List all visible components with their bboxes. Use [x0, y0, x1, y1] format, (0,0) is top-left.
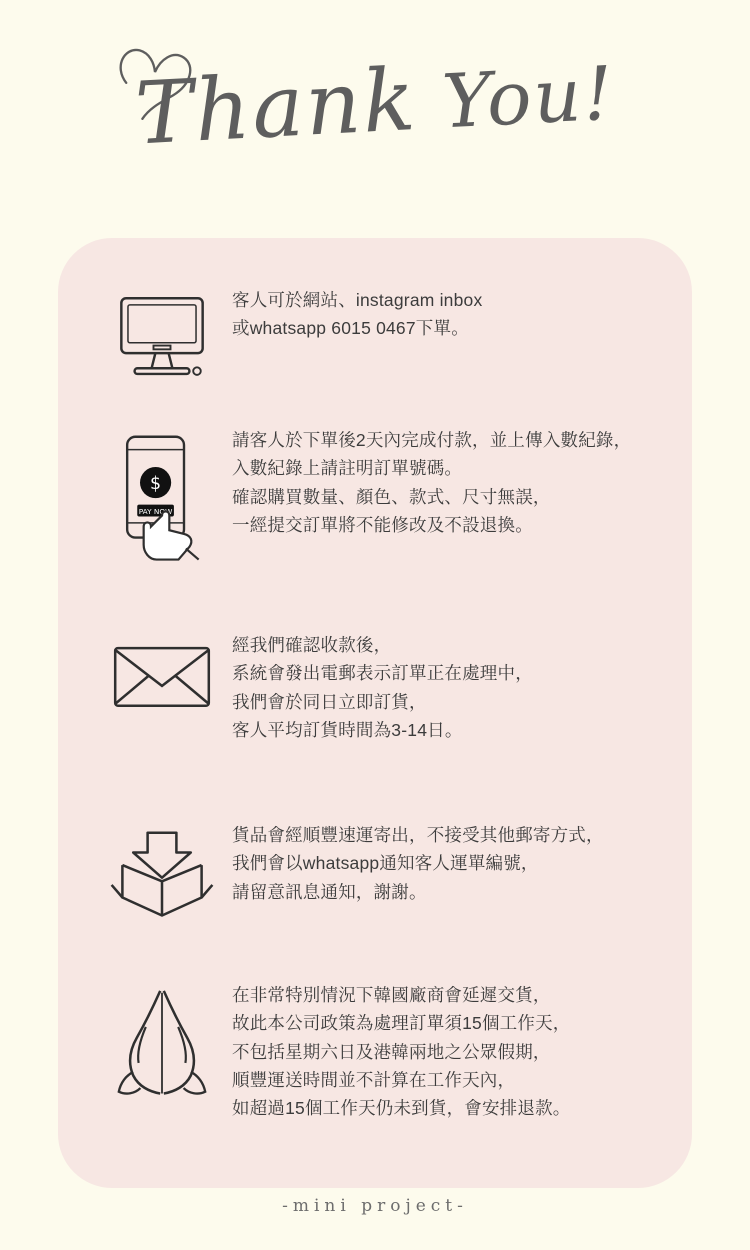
list-item	[92, 629, 658, 819]
text-line: 系統會發出電郵表示訂單正在處理中，	[232, 663, 533, 684]
info-row-list	[92, 284, 658, 1159]
list-item	[92, 424, 658, 629]
text-line: 或whatsapp 6015 0467下單。	[232, 318, 469, 339]
text-line: 經我們確認收款後，	[232, 635, 392, 655]
text-line: 確認購買數量、顏色、款式、尺寸無誤，	[232, 486, 551, 507]
text-line: 不包括星期六日及港韓兩地之公眾假期，	[232, 1041, 551, 1062]
text-line: 在非常特別情況下韓國廠商會延遲交貨，	[232, 985, 551, 1005]
text-line: 一經提交訂單將不能修改及不設退換。	[232, 515, 533, 536]
desktop-monitor-icon	[92, 284, 232, 386]
page-header	[0, 0, 750, 215]
page-title-part1: Thank	[132, 49, 420, 165]
list-item-text	[232, 284, 658, 343]
list-item	[92, 819, 658, 979]
page-title-part2: You!	[440, 50, 617, 146]
text-line: 客人平均訂貨時間為3-14日。	[232, 720, 463, 741]
text-line: 請留意訊息通知，謝謝。	[232, 881, 427, 902]
text-line: 請客人於下單後2天內完成付款，並上傳入數紀錄，	[232, 430, 632, 450]
text-line: 故此本公司政策為處理訂單須15個工作天，	[232, 1013, 571, 1034]
open-box-delivery-icon	[92, 819, 232, 925]
text-line: 客人可於網站、instagram inbox	[232, 290, 483, 310]
praying-hands-icon	[92, 979, 232, 1103]
list-item-text	[232, 629, 658, 744]
mobile-payment-icon	[92, 424, 232, 570]
text-line: 如超過15個工作天仍未到貨，會安排退款。	[232, 1098, 571, 1119]
list-item-text	[232, 424, 658, 539]
list-item-text	[232, 819, 658, 906]
info-card	[58, 238, 692, 1188]
envelope-mail-icon	[92, 629, 232, 717]
text-line: 貨品會經順豐速運寄出，不接受其他郵寄方式，	[232, 825, 604, 845]
text-line: 入數紀錄上請註明訂單號碼。	[232, 458, 463, 479]
text-line: 順豐運送時間並不計算在工作天內，	[232, 1070, 516, 1091]
text-line: 我們會於同日立即訂貨，	[232, 691, 427, 712]
text-line: 我們會以whatsapp通知客人運單編號，	[232, 853, 539, 874]
list-item	[92, 979, 658, 1159]
svg-text:PAY NOW: PAY NOW	[138, 506, 173, 516]
svg-text:$: $	[150, 474, 162, 494]
footer-brand: -mini project-	[282, 1196, 468, 1216]
list-item-text	[232, 979, 658, 1123]
list-item	[92, 284, 658, 424]
